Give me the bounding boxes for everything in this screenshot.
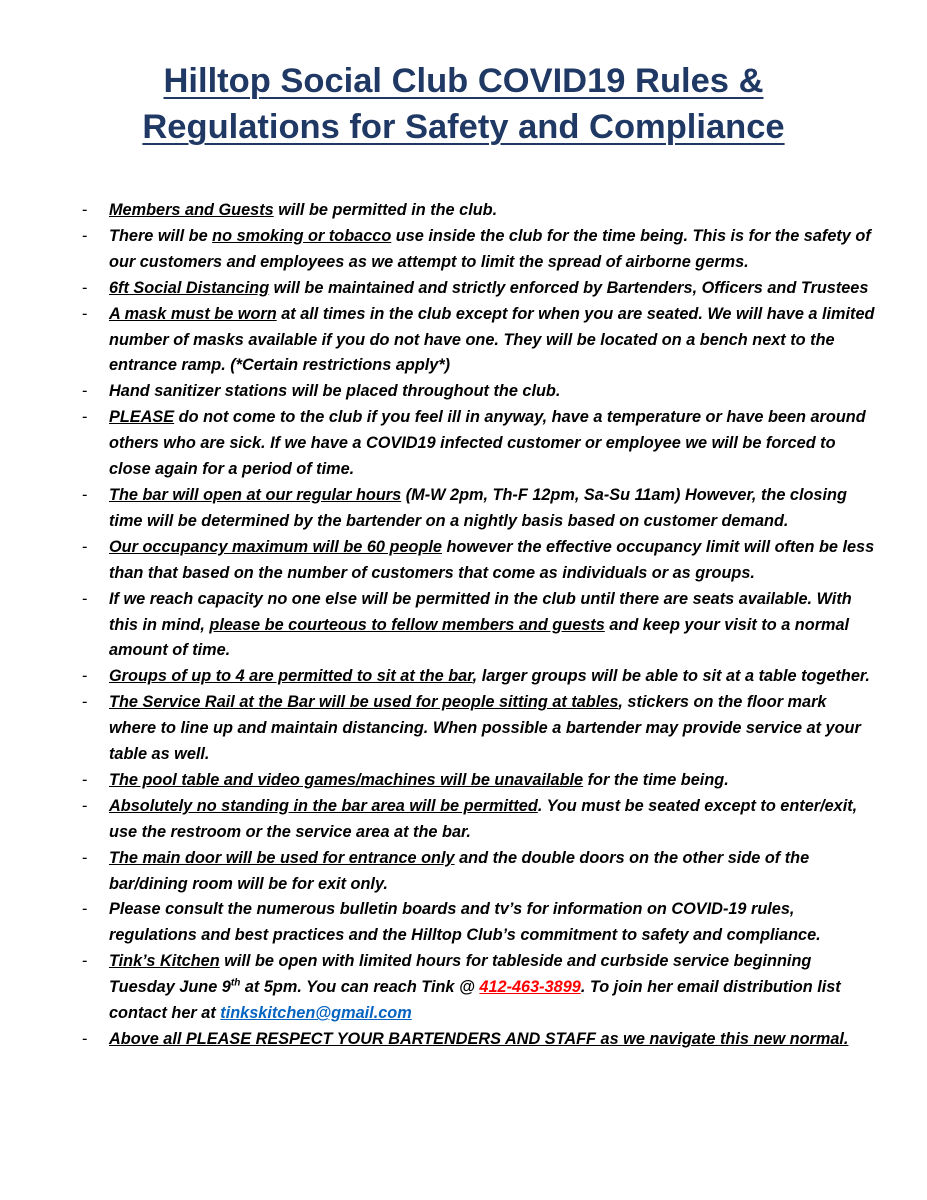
rule-item	[0, 768, 927, 794]
rule-text: will be open with limited hours for tableside and curbside service beginning Tuesday June 9	[109, 952, 812, 997]
rule-text: at all times in the club except for when you are seated. We will have a limited number of masks available if you do not have one. They will be located on a bench next to the entrance ramp. (*Certain restrictions apply*)	[109, 304, 875, 375]
rule-emphasis: Groups of up to 4 are permitted to sit at the bar	[109, 667, 473, 686]
rule-emphasis: PLEASE	[109, 408, 175, 427]
rule-text: at 5pm. You can reach Tink @	[240, 978, 480, 997]
rule-item	[0, 198, 927, 224]
bullet-dash: -	[82, 278, 88, 297]
rule-emphasis: Tink’s Kitchen	[109, 952, 220, 971]
rule-item	[0, 224, 927, 276]
rule-text: There will be	[109, 226, 213, 245]
bullet-dash: -	[82, 382, 88, 401]
rule-emphasis: Our occupancy maximum will be 60 people	[109, 537, 442, 556]
rule-item	[0, 664, 927, 690]
rule-text: will be permitted in the club.	[273, 201, 498, 219]
rule-emphasis: no smoking or tobacco	[212, 226, 392, 245]
rule-text: (M-W 2pm, Th-F 12pm, Sa-Su 11am) However, the closing time will be determined by the bartender on a nightly basis based on customer demand.	[109, 485, 847, 530]
rule-text: use inside the club for the time being. This is for the safety of our customers and employees as we attempt to limit the spread of airborne germs.	[109, 226, 871, 271]
rule-item	[0, 587, 927, 665]
rule-item	[0, 897, 927, 949]
rule-text: Hand sanitizer stations will be placed throughout the club.	[109, 382, 561, 401]
bullet-dash: -	[82, 485, 88, 504]
rule-text: Please consult the numerous bulletin boards and tv’s for information on COVID-19 rules, regulations and best practices and the Hilltop Club’s commitment to safety and compliance.	[109, 900, 821, 945]
rule-item	[0, 276, 927, 302]
bullet-dash: -	[82, 900, 88, 919]
document-title	[0, 58, 927, 150]
rule-item	[0, 483, 927, 535]
rules-list	[0, 198, 927, 1053]
bullet-dash: -	[82, 693, 88, 712]
rule-item	[0, 690, 927, 768]
rule-text: If we reach capacity no one else will be permitted in the club until there are seats available. With this in mind,	[109, 589, 852, 634]
bullet-dash: -	[82, 537, 88, 556]
rule-item	[0, 379, 927, 405]
rule-emphasis: The bar will open at our regular hours	[109, 485, 402, 504]
title-line-1: Hilltop Social Club COVID19 Rules &	[163, 62, 764, 100]
title-line-2: Regulations for Safety and Compliance	[142, 108, 785, 146]
rule-emphasis: Above all PLEASE RESPECT YOUR BARTENDERS AND STAFF as we navigate this new normal.	[109, 1030, 849, 1048]
bullet-dash: -	[82, 408, 88, 427]
rule-text: however the effective occupancy limit will often be less than that based on the number of customers that come as individuals or as groups.	[109, 537, 875, 582]
bullet-dash: -	[82, 667, 88, 686]
rule-item	[0, 302, 927, 380]
rule-text: will be maintained and strictly enforced by Bartenders, Officers and Trustees	[269, 278, 869, 297]
rule-text: do not come to the club if you feel ill in anyway, have a temperature or have been around others who are sick. If we have a COVID19 infected customer or employee we will be forced to close again for a period of time.	[109, 408, 866, 479]
bullet-dash: -	[82, 770, 88, 789]
rule-item	[0, 405, 927, 483]
rule-text: and keep your visit to a normal amount of time.	[109, 615, 850, 660]
bullet-dash: -	[82, 796, 88, 815]
bullet-dash: -	[82, 201, 88, 219]
rule-emphasis: Absolutely no standing in the bar area will be permitted	[109, 796, 538, 815]
rule-text: . You must be seated except to enter/exit, use the restroom or the service area at the bar.	[109, 796, 858, 841]
rule-emphasis: Members and Guests	[109, 201, 274, 219]
rule-item	[0, 949, 927, 1027]
phone-link[interactable]: 412-463-3899	[479, 978, 581, 997]
rule-emphasis: The main door will be used for entrance only	[109, 848, 455, 867]
rule-emphasis: 6ft Social Distancing	[109, 278, 270, 297]
rule-text: for the time being.	[583, 770, 729, 789]
rule-text: , stickers on the floor mark where to line up and maintain distancing. When possible a bartender may provide service at your table as well.	[109, 693, 861, 764]
rule-text: , larger groups will be able to sit at a table together.	[472, 667, 870, 686]
bullet-dash: -	[82, 589, 88, 608]
bullet-dash: -	[82, 952, 88, 971]
rule-item	[0, 846, 927, 898]
rule-item	[0, 535, 927, 587]
rule-item	[0, 1027, 927, 1053]
rule-text: . To join her email distribution list contact her at	[109, 978, 841, 1023]
ordinal-suffix: th	[230, 977, 241, 989]
rule-emphasis: A mask must be worn	[109, 304, 277, 323]
rule-item	[0, 794, 927, 846]
rule-emphasis: The pool table and video games/machines will be unavailable	[109, 770, 584, 789]
email-link[interactable]: tinkskitchen@gmail.com	[220, 1004, 412, 1023]
rule-emphasis: The Service Rail at the Bar will be used for people sitting at tables	[109, 693, 619, 712]
rule-emphasis: please be courteous to fellow members and guests	[209, 615, 605, 634]
bullet-dash: -	[82, 848, 88, 867]
bullet-dash: -	[82, 226, 88, 245]
rule-text: and the double doors on the other side of the bar/dining room will be for exit only.	[109, 848, 810, 893]
bullet-dash: -	[82, 304, 88, 323]
bullet-dash: -	[82, 1030, 88, 1048]
